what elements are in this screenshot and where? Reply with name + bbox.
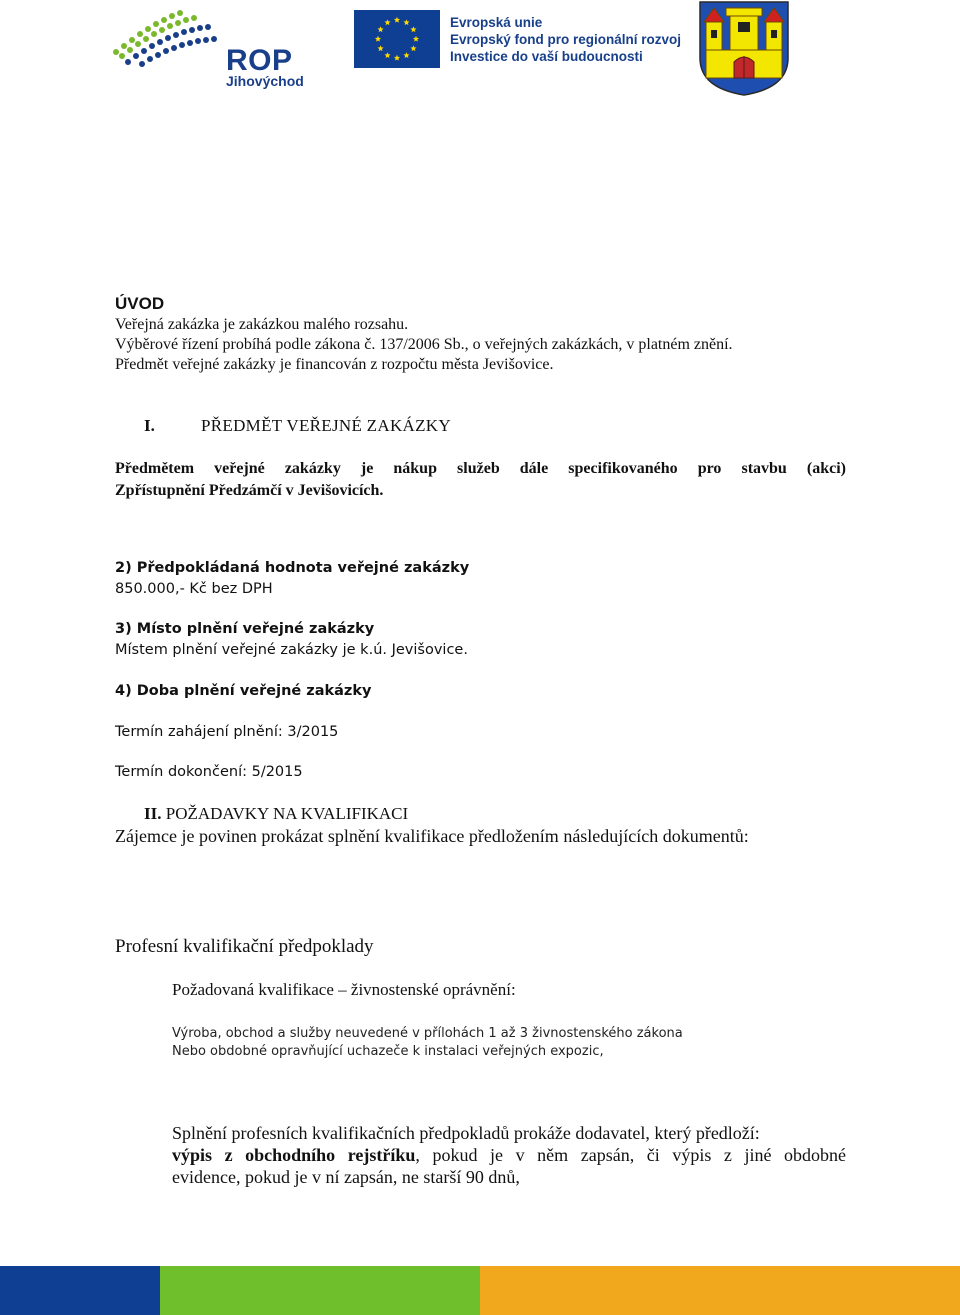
footer-bar-orange bbox=[480, 1266, 960, 1315]
intro-heading: ÚVOD bbox=[115, 294, 165, 313]
qualification-item: Výroba, obchod a služby neuvedené v přílohách 1 až 3 živnostenského zákona bbox=[172, 1026, 683, 1041]
subject-paragraph bbox=[115, 458, 846, 502]
footer-bar-blue bbox=[0, 1266, 160, 1315]
proof-line bbox=[172, 1144, 846, 1166]
eu-flag-icon bbox=[354, 10, 440, 68]
intro-line: Výběrové řízení probíhá podle zákona č. 137/2006 Sb., o veřejných zakázkách, v platném znění. bbox=[115, 336, 733, 353]
section-1-number: I. bbox=[144, 416, 155, 435]
place-of-performance-heading: 3) Místo plnění veřejné zakázky bbox=[115, 621, 375, 637]
proof-bold-term: výpis z obchodního rejstříku bbox=[172, 1145, 416, 1165]
subject-line: Předmětem veřejné zakázky je nákup služeb dále specifikovaného pro stavbu (akci) bbox=[115, 460, 846, 477]
intro-line: Veřejná zakázka je zakázkou malého rozsahu. bbox=[115, 316, 409, 333]
proof-line-rest: , pokud je v něm zapsán, či výpis z jiné obdobné bbox=[415, 1145, 847, 1165]
estimated-value-heading: 2) Předpokládaná hodnota veřejné zakázky bbox=[115, 560, 470, 576]
section-2-title bbox=[144, 804, 408, 824]
end-date: Termín dokončení: 5/2015 bbox=[115, 764, 303, 780]
section-1-title: PŘEDMĚT VEŘEJNÉ ZAKÁZKY bbox=[201, 416, 451, 435]
required-qualification: Požadovaná kvalifikace – živnostenské oprávnění: bbox=[172, 980, 516, 999]
eu-text-line: Investice do vaší budoucnosti bbox=[450, 49, 643, 64]
professional-qualification-heading: Profesní kvalifikační předpoklady bbox=[115, 936, 374, 957]
section-2-title-text: POŽADAVKY NA KVALIFIKACI bbox=[165, 804, 409, 823]
section-2-number: II. bbox=[144, 804, 162, 823]
rop-logo-word: ROP bbox=[226, 44, 293, 77]
subject-line: Zpřístupnění Předzámčí v Jevišovicích. bbox=[115, 482, 384, 499]
jevisovice-coat-of-arms-icon bbox=[696, 0, 792, 96]
place-of-performance: Místem plnění veřejné zakázky je k.ú. Jevišovice. bbox=[115, 642, 468, 658]
qualification-item: Nebo obdobné opravňující uchazeče k instalaci veřejných expozic, bbox=[172, 1044, 604, 1059]
proof-paragraph bbox=[172, 1122, 846, 1188]
proof-line: evidence, pokud je v ní zapsán, ne starší 90 dnů, bbox=[172, 1167, 520, 1187]
footer-color-bars bbox=[0, 1266, 960, 1315]
eu-funding-text bbox=[450, 14, 681, 65]
proof-line: Splnění profesních kvalifikačních předpokladů prokáže dodavatel, který předloží: bbox=[172, 1123, 760, 1143]
eu-text-line: Evropský fond pro regionální rozvoj bbox=[450, 32, 682, 47]
rop-logo-region: Jihovýchod bbox=[226, 73, 304, 89]
footer-bar-green bbox=[160, 1266, 480, 1315]
section-2-description: Zájemce je povinen prokázat splnění kvalifikace předložením následujících dokumentů: bbox=[115, 826, 749, 846]
intro-line: Předmět veřejné zakázky je financován z rozpočtu města Jevišovice. bbox=[115, 356, 554, 373]
estimated-value: 850.000,- Kč bez DPH bbox=[115, 581, 273, 597]
eu-text-line: Evropská unie bbox=[450, 15, 543, 30]
rop-jihovychod-logo bbox=[108, 6, 318, 90]
duration-heading: 4) Doba plnění veřejné zakázky bbox=[115, 683, 372, 699]
start-date: Termín zahájení plnění: 3/2015 bbox=[115, 724, 339, 740]
rop-dots-graphic bbox=[108, 6, 228, 76]
